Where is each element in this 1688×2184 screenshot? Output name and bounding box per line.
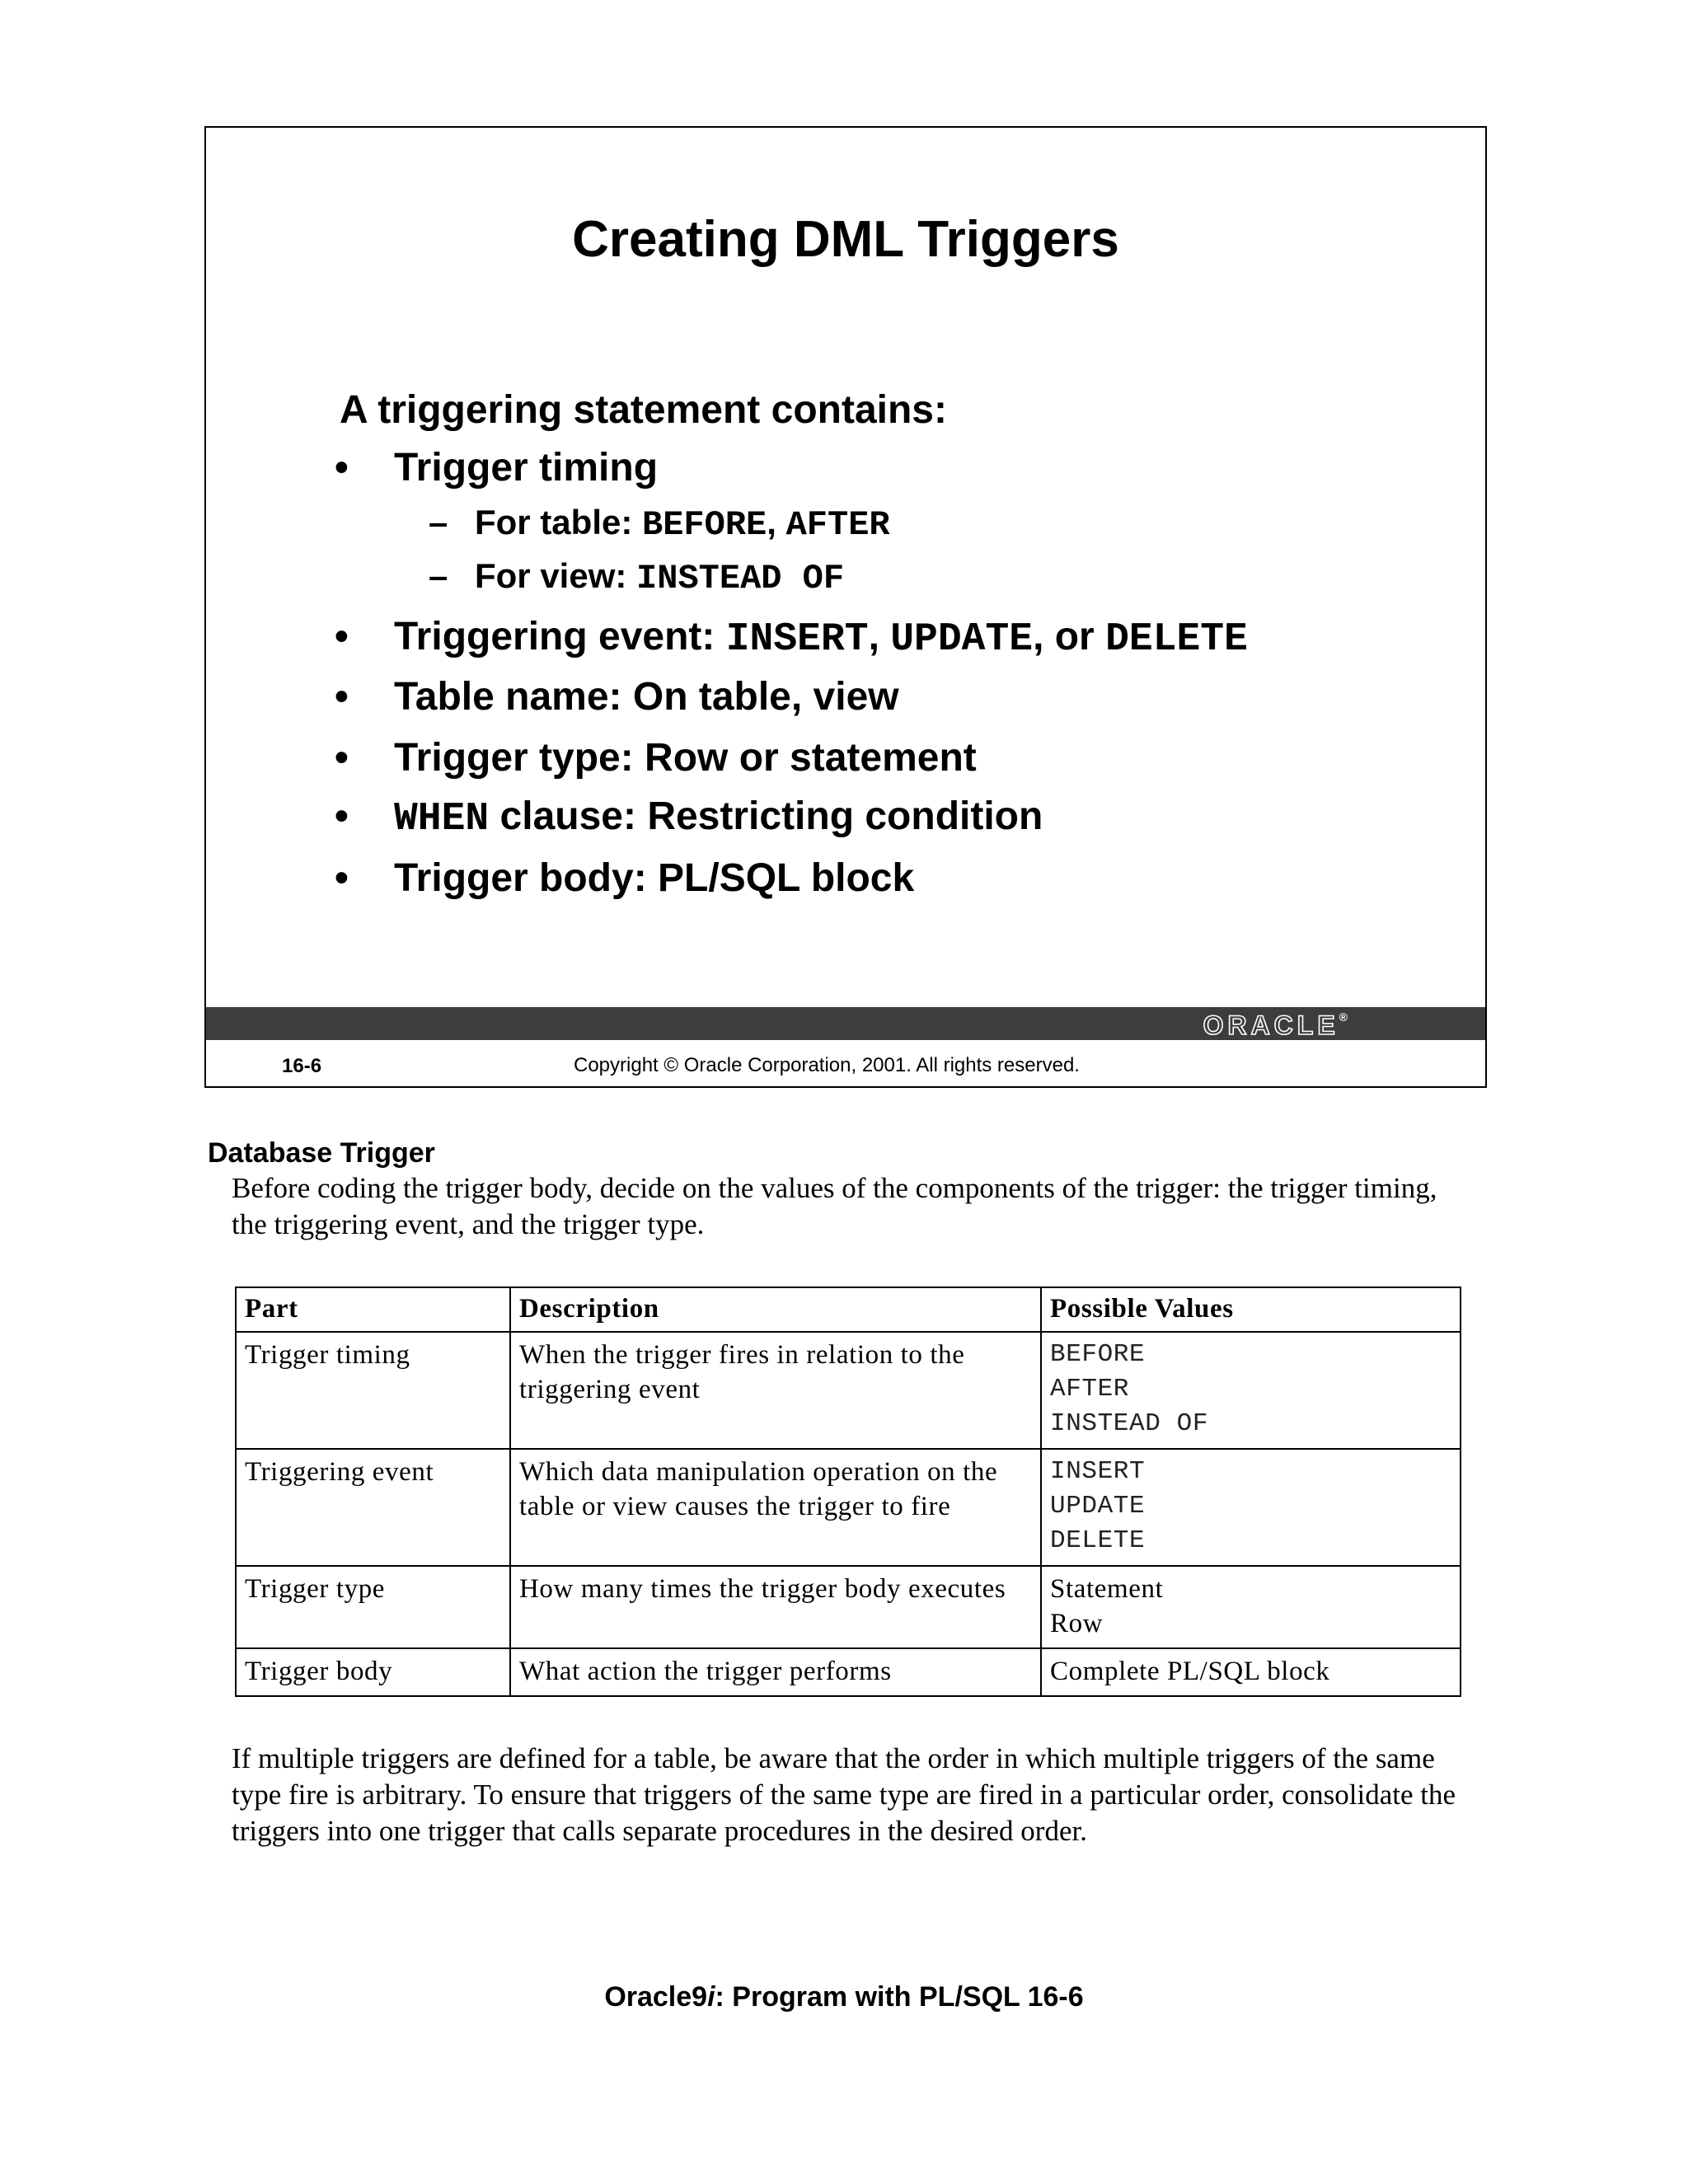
- value-item: Statement: [1050, 1574, 1164, 1604]
- cell-description: How many times the trigger body executes: [510, 1566, 1041, 1648]
- slide-copyright: Copyright © Oracle Corporation, 2001. All rights reserved.: [574, 1054, 1080, 1076]
- footer-suffix: : Program with PL/SQL 16-6: [715, 1981, 1084, 2013]
- bullet-text: Trigger type: Row or statement: [394, 736, 977, 780]
- trigger-parts-table: [235, 1286, 1461, 1697]
- bullet-icon: •: [335, 675, 349, 719]
- table-header-row: [236, 1287, 1461, 1332]
- oracle-logo: [1203, 1010, 1352, 1041]
- comma: ,: [767, 503, 786, 541]
- bullet-text: Trigger timing: [394, 446, 659, 490]
- cell-part: Trigger timing: [236, 1332, 510, 1449]
- cell-values: [1041, 1332, 1461, 1449]
- bullet-text: [394, 614, 1248, 662]
- dash-icon: –: [429, 503, 448, 541]
- header-part: Part: [236, 1287, 510, 1332]
- sub-bullet-text: [475, 556, 844, 598]
- value-item: INSERT: [1050, 1457, 1146, 1486]
- closing-paragraph: If multiple triggers are defined for a table, be aware that the order in which multiple triggers of the same type fire is arbitrary. To ensure that triggers of the same type are fired in a particular order, consolidate the triggers into one trigger that calls separate procedures in the desired order.: [232, 1742, 1456, 1847]
- keyword-update: UPDATE: [890, 617, 1034, 662]
- keyword-delete: DELETE: [1105, 617, 1248, 662]
- event-label: Triggering event:: [394, 615, 726, 658]
- bullet-icon: •: [335, 794, 349, 838]
- value-item: INSTEAD OF: [1050, 1409, 1209, 1438]
- for-table-label: For table:: [475, 503, 643, 541]
- slide-frame: [204, 126, 1487, 1088]
- keyword-after: AFTER: [785, 505, 890, 545]
- section-heading: Database Trigger: [208, 1137, 435, 1169]
- intro-paragraph: Before coding the trigger body, decide on the values of the components of the trigger: the trigger timing, the triggering event, and the trigger type.: [232, 1172, 1437, 1240]
- bullet-text: [394, 794, 1043, 841]
- keyword-insert: INSERT: [725, 617, 869, 662]
- or-word: , or: [1033, 615, 1106, 658]
- sub-bullet-text: [475, 503, 890, 545]
- header-description: Description: [510, 1287, 1041, 1332]
- keyword-when: WHEN: [394, 797, 490, 841]
- cell-values: [1041, 1449, 1461, 1566]
- value-item: BEFORE: [1050, 1340, 1146, 1369]
- bullet-icon: •: [335, 446, 349, 490]
- bullet-icon: •: [335, 615, 349, 658]
- value-item: Complete PL/SQL block: [1050, 1657, 1330, 1686]
- cell-description: What action the trigger performs: [510, 1648, 1041, 1696]
- table-row: [236, 1449, 1461, 1566]
- dash-icon: –: [429, 556, 448, 595]
- value-item: AFTER: [1050, 1375, 1130, 1404]
- table-row: [236, 1566, 1461, 1648]
- footer-prefix: Oracle9: [604, 1981, 708, 2013]
- bullet-text: Table name: On table, view: [394, 675, 899, 719]
- registered-mark: ®: [1339, 1010, 1352, 1024]
- value-item: DELETE: [1050, 1526, 1146, 1555]
- slide-footer-bar: [206, 1007, 1485, 1040]
- keyword-before: BEFORE: [642, 505, 767, 545]
- value-item: UPDATE: [1050, 1492, 1146, 1521]
- bullet-icon: •: [335, 736, 349, 780]
- when-rest: clause: Restricting condition: [489, 794, 1043, 838]
- comma: ,: [868, 615, 891, 658]
- bullet-icon: •: [335, 856, 349, 900]
- cell-part: Trigger type: [236, 1566, 510, 1648]
- for-view-label: For view:: [475, 556, 637, 595]
- value-item: Row: [1050, 1609, 1104, 1638]
- cell-description: Which data manipulation operation on the table or view causes the trigger to fire: [510, 1449, 1041, 1566]
- bullet-text: Trigger body: PL/SQL block: [394, 856, 915, 900]
- cell-part: Triggering event: [236, 1449, 510, 1566]
- cell-part: Trigger body: [236, 1648, 510, 1696]
- cell-values: [1041, 1648, 1461, 1696]
- cell-values: [1041, 1566, 1461, 1648]
- table-row: [236, 1648, 1461, 1696]
- slide-number: 16-6: [282, 1055, 322, 1077]
- slide-title: Creating DML Triggers: [572, 211, 1119, 268]
- page-footer: [0, 1981, 1688, 2013]
- table-row: [236, 1332, 1461, 1449]
- cell-description: When the trigger fires in relation to the triggering event: [510, 1332, 1041, 1449]
- oracle-logo-text: ORACLE: [1203, 1010, 1339, 1040]
- keyword-instead-of: INSTEAD OF: [636, 559, 845, 598]
- slide-intro: A triggering statement contains:: [340, 388, 947, 432]
- footer-italic: i: [707, 1981, 715, 2013]
- header-possible-values: Possible Values: [1041, 1287, 1461, 1332]
